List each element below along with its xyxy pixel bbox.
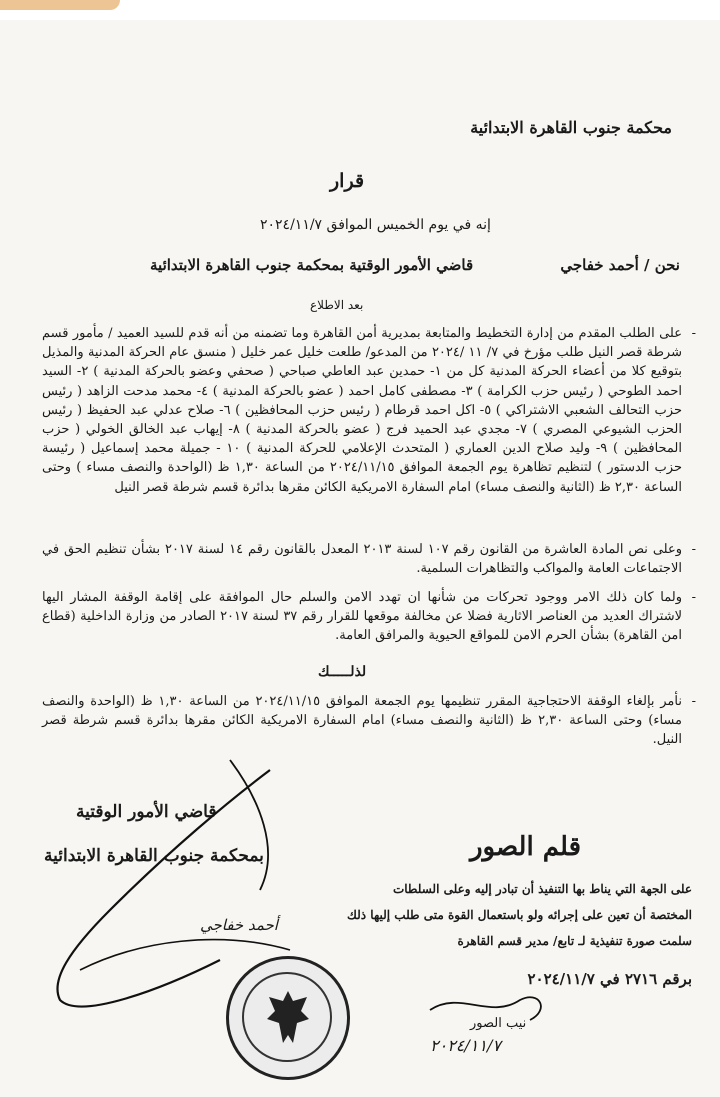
judge-stamp-line-1: قاضي الأمور الوقتية xyxy=(76,802,217,822)
court-name: محكمة جنوب القاهرة الابتدائية xyxy=(470,118,672,137)
document-title: قرار xyxy=(330,170,365,192)
therefore-heading: لذلـــــك xyxy=(318,664,367,680)
judge-title: قاضي الأمور الوقتية بمحكمة جنوب القاهرة الابتدائية xyxy=(150,256,474,274)
paragraph-order: - نأمر بإلغاء الوقفة الاحتجاجية المقرر تنظيمها يوم الجمعة الموافق ٢٠٢٤/١١/١٥ من الساعة ١,٣٠ ظ (الواحدة والنصف مساء) وحتى الساعة ٢,٣٠ ظ (الثانية والنصف مساء) امام السفارة الامريكية الكائن مقرها بدائرة قسم شرطة قصر النيل. xyxy=(42,692,682,750)
clerk-heading: قلم الصور xyxy=(470,832,582,862)
clerk-line-1: على الجهة التي يناط بها التنفيذ أن تبادر إليه وعلى السلطات xyxy=(392,882,692,896)
paragraph-law: - وعلى نص المادة العاشرة من القانون رقم ١٠٧ لسنة ٢٠١٣ المعدل بالقانون رقم ١٤ لسنة ٢٠١٧ بشأن تنظيم الحق في الاجتماعات العامة والمواكب والتظاهرات السلمية. xyxy=(42,540,682,578)
judge-stamp-line-2: بمحكمة جنوب القاهرة الابتدائية xyxy=(44,846,264,866)
document-page xyxy=(0,20,720,1097)
top-corner-fragment xyxy=(0,0,120,10)
deputy-label: نيب الصور xyxy=(470,1016,527,1031)
signature-text: أحمد خفاجي xyxy=(200,916,278,934)
paragraph-request: - على الطلب المقدم من إدارة التخطيط والمتابعة بمديرية أمن القاهرة وما تضمنه من أنه قدم للسيد العميد / مأمور قسم شرطة قصر النيل طلب مؤرخ في ٧/ ١١ /٢٠٢٤ من المدعو/ طلعت خليل عمر خليل ( منسق عام الحركة المدنية والمذيل بتوقيع كلا من أعضاء الحركة المدنية كل من ١- حمدين عبد العاطي صباحي ( صحفي وعضو بالحركة المدنية ) ٢- السيد احمد الطوحي ( رئيس حزب الكرامة ) ٣- مصطفى كامل احمد ( عضو بالحركة المدنية ) ٤- محمد مدحت الزاهد ( رئيس حزب التحالف الشعبي الاشتراكي ) ٥- اكل احمد قرطام ( رئيس حزب المحافظين ) ٦- صلاح عدلي عبد الحفيظ ( رئيس الحزب الشيوعي المصري ) ٧- مجدي عبد الحميد فرج ( عضو بالحركة المدنية ) ٨- إيهاب عبد الخالق الخولي ( حزب المحافظين ) ٩- وليد صلاح الدين العماري ( المتحدث الإعلامي للحركة المدنية ) ١٠ - جميلة محمد إسماعيل ( رئيسة حزب الدستور ) لتنظيم تظاهرة يوم الجمعة الموافق ٢٠٢٤/١١/١٥ من الساعة ١,٣٠ ظ (الواحدة والنصف مساء ) وحتى الساعة ٢,٣٠ ظ (الثانية والنصف مساء) امام السفارة الامريكية الكائن مقرها بدائرة قسم شرطة قصر النيل xyxy=(42,324,682,497)
date-line: إنه في يوم الخميس الموافق ٢٠٢٤/١١/٧ xyxy=(260,217,491,233)
registration-line: برقم ٢٧١٦ في ٢٠٢٤/١١/٧ xyxy=(527,970,692,988)
judge-name-line: نحن / أحمد خفاجي xyxy=(560,256,680,274)
court-seal xyxy=(226,956,350,1080)
eagle-emblem-icon xyxy=(263,987,313,1049)
top-bar xyxy=(0,0,720,20)
intro-heading: بعد الاطلاع xyxy=(310,298,364,312)
clerk-line-3: سلمت صورة تنفيذية لـ تابع/ مدير قسم القاهرة xyxy=(457,934,692,948)
handwritten-date: ٢٠٢٤/١١/٧ xyxy=(430,1036,501,1055)
paragraph-reasoning: - ولما كان ذلك الامر ووجود تحركات من شأنها ان تهدد الامن والسلم حال الموافقة على إقامة الوقفة المشار اليها لاشتراك العديد من العناصر الاثارية فضلا عن مخالفة موقعها للقرار رقم ٣٧ لسنة ٢٠١٧ الصادر من وزارة الداخلية (قطاع امن القاهرة) بشأن الحرم الامن للمواقع الحيوية والمرافق العامة. xyxy=(42,588,682,646)
clerk-line-2: المختصة أن تعين على إجرائه ولو باستعمال القوة متى طلب إليها ذلك xyxy=(347,908,692,922)
